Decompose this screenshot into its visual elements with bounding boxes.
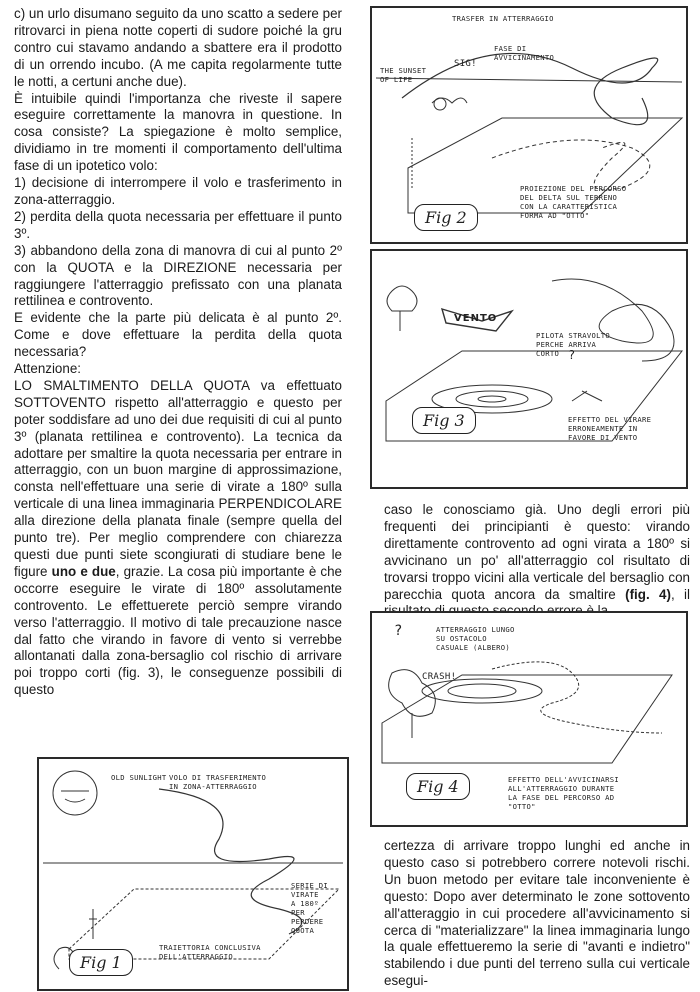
fig2-proiezione-label: PROIEZIONE DEL PERCORSO DEL DELTA SUL TERRENO CON LA CARATTERISTICA FORMA AD "OTTO" [520,184,627,220]
list-item-1: 1) decisione di interrompere il volo e trasferimento in zona-atterraggio. [14,175,342,207]
fig3-question-mark: ? [568,348,576,362]
fig2-sig-label: SIG! [454,59,477,69]
fig3-label: Fig 3 [412,407,476,434]
fig3-vento-label: VENTO [454,313,498,324]
figure-3 [370,249,688,489]
fig1-volo-label: VOLO DI TRASFERIMENTO IN ZONA-ATTERRAGGIO [169,773,267,791]
list-item-2: 2) perdita della quota necessaria per effettuare il punto 3º. [14,208,342,241]
paragraph-c: c) un urlo disumano seguito da uno scatto a sedere per ritrovarci in piena notte coperti di sudore poiché la gru contro cui stavamo andando a sbattere era il prodotto di un orrendo incubo. (A me capita regolarmente tutte le notti, a certuni anche due). [14,6,342,89]
fig4-question-mark: ? [394,623,403,639]
paragraph-smaltimento: LO SMALTIMENTO DELLA QUOTA va effettuato SOTTOVENTO rispetto all'atterraggio e questo per poter soddisfare ad uno dei due requisiti di cui al punto 3º (planata rettilinea e controvento). La tecnica da adottare per smaltire la quota necessaria per entrare in atterraggio, con un buon margine di approssimazione, consta nell'effettuare una serie di virate a 180º sulla verticale di una linea immaginaria PERPENDICOLARE alla direzione della planata finale (sempre quella del punto tre). Per meglio comprendere con chiarezza questi due punti siete scongiurati di studiare bene le figure uno e due, grazie. La cosa più importante è che occorre eseguire le virate di 180º assolutamente controvento. Le effettuerete perciò sempre virando verso l'atterraggio. Il motivo di tale precauzione nasce dal fatto che virando in favore di vento si verrebbe allontanati dalla zona-bersaglio col rischio di arrivare poi troppo corti (fig. 3), le conseguenze possibili di questo [14,377,343,698]
fig3-pilota-label: PILOTA STRAVOLTO PERCHE ARRIVA CORTO [536,331,611,358]
right-column-text-lower: certezza di arrivare troppo lunghi ed anche in questo caso si potrebbero correre notevoli rischi. Un buon metodo per evitare tale inconveniente è questo: Dopo aver determinato le zone sottovento all'atteraggio in cui procedere all'avvicinamento si cerca di "materializzare" la linea immaginaria lungo la quale effettueremo la serie di "avanti e indietro" stabilendo i due punti del terreno sulla cui verticale esegui- [384,838,690,989]
paragraph-delicate: E evidente che la parte più delicata è al punto 2º. Come e dove effettuare la perdita della quota necessaria? [14,310,342,360]
figure-1 [37,757,349,991]
fig4-effetto-label: EFFETTO DELL'AVVICINARSI ALL'ATTERRAGGIO DURANTE LA FASE DEL PERCORSO AD "OTTO" [508,775,620,811]
fig4-label: Fig 4 [406,773,470,800]
fig1-sun-label: OLD SUNLIGHT [111,773,167,782]
fig1-serie-label: SERIE DI VIRATE A 180º PER PERDERE QUOTA [291,881,329,935]
left-column-text [14,6,342,699]
fig2-label: Fig 2 [414,204,478,231]
figure-4 [370,611,688,827]
fig4-crash-label: CRASH! [422,672,457,682]
fig2-fase-label: FASE DI AVVICINAMENTO [494,44,555,62]
paragraph-importance: È intuibile quindi l'importanza che riveste il sapere eseguire correttamente la manovra in questione. In cosa consiste? La spiegazione è molto semplice, dividiamo in tre momenti il comportamento dell'ultima fase di un ipotetico volo: [14,90,342,174]
right-column-text-upper: caso le conosciamo già. Uno degli errori più frequenti dei principianti è questo: virando direttamente controvento ad ogni virata a 180º si avvicinano un po' all'atterraggio col risultato di trovarsi troppo vicini alla verticale del bersaglio con parecchia quota ancora da smaltire (fig. 4), il [384,502,690,602]
fig1-label: Fig 1 [69,949,133,976]
fig4-atterraggio-label: ATTERRAGGIO LUNGO SU OSTACOLO CASUALE (ALBERO) [436,625,515,652]
fig3-effetto-label: EFFETTO DEL VIRARE ERRONEAMENTE IN FAVORE DI VENTO [568,415,652,442]
fig2-sunset-label: THE SUNSET OF LIFE [380,66,427,84]
list-item-3: 3) abbandono della zona di manovra di cui al punto 2º con la QUOTA e la DIREZIONE necessaria per raggiungere l'atterraggio prefissato con una planata rettilinea e controvento. [14,242,342,309]
fig2-trasfer-label: TRASFER IN ATTERRAGGIO [452,14,554,23]
figure-2 [370,6,688,244]
fig1-traiettoria-label: TRAIETTORIA CONCLUSIVA DELL'ATTERRAGGIO [159,943,261,961]
figure-3-drawing [372,251,686,487]
paragraph-attenzione: Attenzione: [14,361,81,377]
